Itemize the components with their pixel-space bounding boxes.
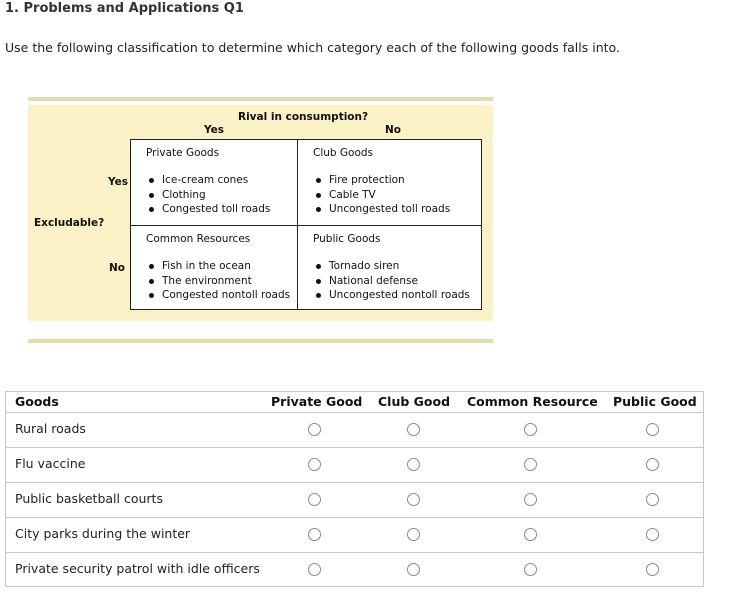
- instructions-text: Use the following classification to determine which category each of the following goods falls into.: [5, 40, 620, 55]
- cell-item: Fish in the ocean: [146, 259, 290, 274]
- cell-item: Tornado siren: [313, 259, 470, 274]
- question-title: 1. Problems and Applications Q1: [5, 1, 244, 16]
- cell-title: Club Goods: [313, 147, 374, 159]
- radio-private-good[interactable]: [308, 563, 321, 576]
- table-header: [6, 392, 703, 412]
- radio-public-good[interactable]: [646, 458, 659, 471]
- good-label: Public basketball courts: [15, 491, 163, 506]
- cell-item: The environment: [146, 274, 290, 289]
- radio-club-good[interactable]: [407, 493, 420, 506]
- radio-common-resource[interactable]: [524, 493, 537, 506]
- cell-title: Common Resources: [146, 233, 251, 245]
- radio-club-good[interactable]: [407, 563, 420, 576]
- radio-common-resource[interactable]: [524, 423, 537, 436]
- good-label: Private security patrol with idle officers: [15, 561, 260, 576]
- radio-public-good[interactable]: [646, 563, 659, 576]
- good-label: Flu vaccine: [15, 456, 86, 471]
- radio-public-good[interactable]: [646, 528, 659, 541]
- table-row: [6, 482, 703, 517]
- table-row: [6, 517, 703, 552]
- table-row: [6, 552, 703, 587]
- cell-item: National defense: [313, 274, 470, 289]
- radio-private-good[interactable]: [308, 423, 321, 436]
- cell-title: Private Goods: [146, 147, 220, 159]
- excludable-heading: Excludable?: [34, 217, 105, 229]
- table-row: [6, 447, 703, 482]
- rival-no-label: No: [385, 124, 402, 136]
- header-goods: Goods: [15, 394, 59, 409]
- radio-private-good[interactable]: [308, 458, 321, 471]
- table-row: [6, 412, 703, 447]
- matrix-horizontal-divider: [131, 225, 481, 226]
- header-club-good: Club Good: [378, 394, 451, 409]
- radio-common-resource[interactable]: [524, 458, 537, 471]
- radio-club-good[interactable]: [407, 423, 420, 436]
- cell-item: Congested nontoll roads: [146, 288, 290, 303]
- good-label: City parks during the winter: [15, 526, 191, 541]
- goods-matrix: [130, 139, 482, 310]
- radio-common-resource[interactable]: [524, 528, 537, 541]
- rival-heading: Rival in consumption?: [238, 111, 369, 123]
- radio-club-good[interactable]: [407, 528, 420, 541]
- header-public-good: Public Good: [613, 394, 697, 409]
- cell-item: Congested toll roads: [146, 202, 270, 217]
- excludable-yes-label: Yes: [108, 176, 129, 188]
- cell-item: Clothing: [146, 188, 270, 203]
- rival-yes-label: Yes: [204, 124, 225, 136]
- header-common-resource: Common Resource: [467, 394, 598, 409]
- radio-public-good[interactable]: [646, 423, 659, 436]
- header-private-good: Private Good: [271, 394, 363, 409]
- figure-top-rule: [28, 97, 493, 101]
- radio-public-good[interactable]: [646, 493, 659, 506]
- excludable-no-label: No: [109, 262, 126, 274]
- cell-title: Public Goods: [313, 233, 381, 245]
- radio-private-good[interactable]: [308, 528, 321, 541]
- cell-item: Fire protection: [313, 173, 450, 188]
- radio-private-good[interactable]: [308, 493, 321, 506]
- radio-common-resource[interactable]: [524, 563, 537, 576]
- figure-bottom-rule: [28, 339, 493, 343]
- cell-item: Ice-cream cones: [146, 173, 270, 188]
- cell-item: Cable TV: [313, 188, 450, 203]
- cell-item: Uncongested toll roads: [313, 202, 450, 217]
- radio-club-good[interactable]: [407, 458, 420, 471]
- cell-item: Uncongested nontoll roads: [313, 288, 470, 303]
- goods-classification-table: [5, 391, 704, 587]
- good-label: Rural roads: [15, 421, 86, 436]
